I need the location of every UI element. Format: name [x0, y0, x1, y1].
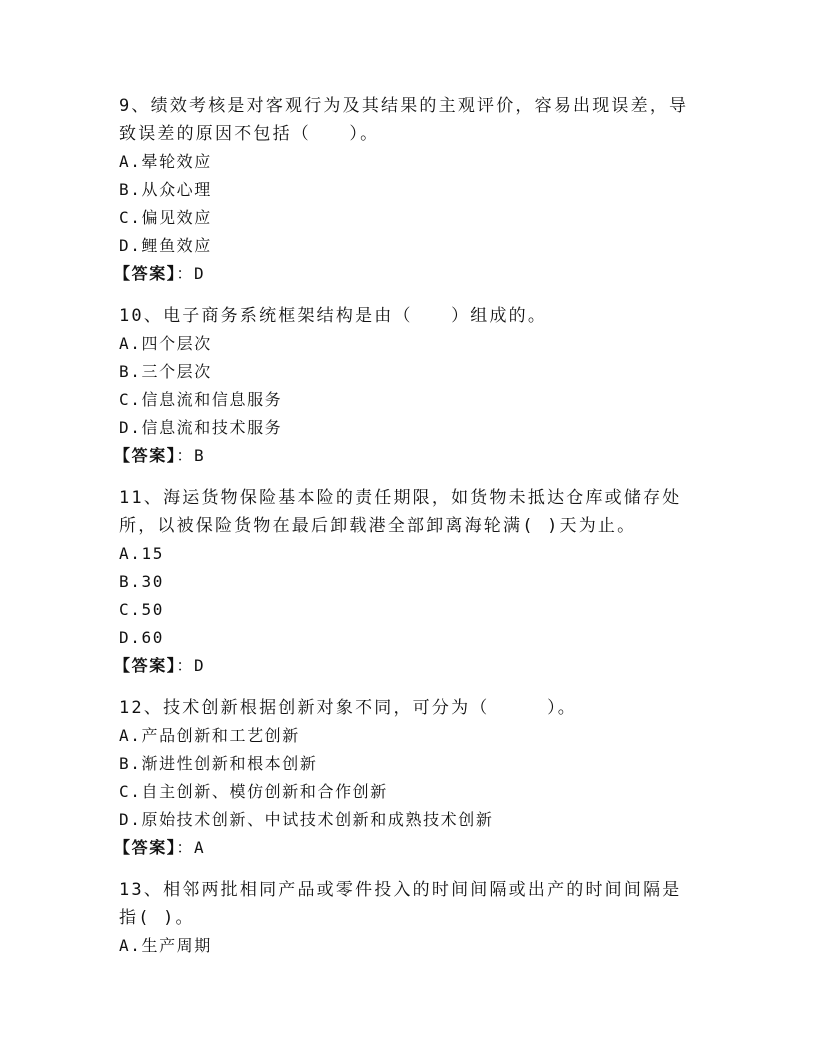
option-b: B.30: [119, 572, 164, 591]
answer-label: 【答案】: [114, 656, 177, 675]
answer-value: ：D: [176, 656, 206, 675]
question-stem: 9、绩效考核是对客观行为及其结果的主观评价，容易出现误差，导致误差的原因不包括（ ）。: [119, 96, 689, 144]
option-d: D.原始技术创新、中试技术创新和成熟技术创新: [119, 810, 494, 829]
option-b: B.渐进性创新和根本创新: [119, 754, 318, 773]
option-d: D.60: [119, 628, 164, 647]
answer-value: ：B: [176, 446, 206, 465]
option-d: D.信息流和技术服务: [119, 418, 283, 437]
question-9: [114, 92, 699, 288]
option-d: D.鲤鱼效应: [119, 236, 212, 255]
answer-line: [114, 442, 699, 470]
option-c: C.偏见效应: [119, 208, 212, 227]
answer-label: 【答案】: [114, 838, 177, 857]
question-10: [114, 302, 699, 470]
question-13: [119, 876, 699, 960]
question-stem: 10、电子商务系统框架结构是由（ ）组成的。: [119, 306, 548, 326]
option-b: B.三个层次: [119, 362, 212, 381]
answer-value: ：D: [176, 264, 206, 283]
question-12: [114, 694, 699, 862]
question-stem: 11、海运货物保险基本险的责任期限，如货物未抵达仓库或储存处所，以被保险货物在最后卸载港全部卸离海轮满( )天为止。: [119, 488, 682, 536]
option-a: A.生产周期: [119, 936, 212, 955]
answer-line: [114, 652, 699, 680]
question-11: [114, 484, 699, 680]
option-c: C.50: [119, 600, 164, 619]
option-a: A.15: [119, 544, 164, 563]
option-c: C.自主创新、模仿创新和合作创新: [119, 782, 388, 801]
answer-line: [114, 834, 699, 862]
option-a: A.四个层次: [119, 334, 212, 353]
option-b: B.从众心理: [119, 180, 212, 199]
option-a: A.产品创新和工艺创新: [119, 726, 300, 745]
question-stem: 13、相邻两批相同产品或零件投入的时间间隔或出产的时间间隔是指( )。: [119, 880, 682, 928]
question-stem: 12、技术创新根据创新对象不同，可分为（ ）。: [119, 698, 577, 718]
exam-page: [114, 92, 699, 960]
option-a: A.晕轮效应: [119, 152, 212, 171]
answer-label: 【答案】: [114, 264, 177, 283]
answer-label: 【答案】: [114, 446, 177, 465]
option-c: C.信息流和信息服务: [119, 390, 283, 409]
answer-line: [114, 260, 699, 288]
answer-value: ：A: [176, 838, 206, 857]
